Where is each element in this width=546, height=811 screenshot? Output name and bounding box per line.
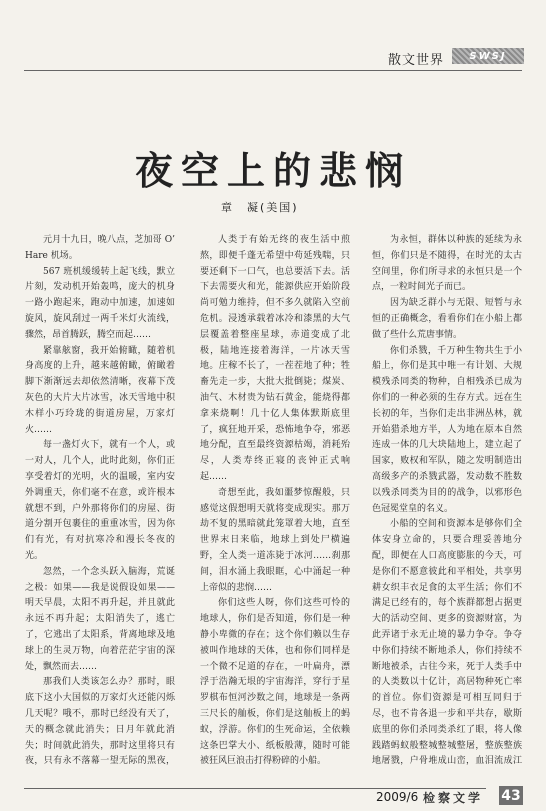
paragraph: 奇想至此，我如噩梦惊醒般，只感觉这假想明天就将变成现实。那万劫不复的黑暗就此笼罩着大地，直至世界末日来临，地球上到处尸横遍野，全人类一道冻毙于冰河……刹那间，泪水涌上我眼眶，心中涌起一种上帝似的悲悯…… (200, 487, 350, 593)
paragraph: 为永恒，群体以种族的延续为永恒，你们只是不随得，在时光的太古空间里，你们所寻求的永恒只是一个点，一粒时间光子而已。 (372, 235, 522, 293)
paragraph: 每一盏灯火下，就有一个人，或一对人，几个人，此时此刻，你们正享受着灯的光明，火的温暖，室内安外调重天，你们毫不在意，或许根本就想不到，户外那将你们的房屋、街道分割开包裹住的重重冰雪，因为你们有光，有对抗寒冷和漫长冬夜的光。 (25, 440, 175, 561)
paragraph: 那我们人类该怎么办？那时，眼底下这小大国似的万家灯火还能闪烁几天呢？哦不，那时已经没有天了，天的概念就此消失；日月年就此消失；时间就此消失，那时这里将只有夜，只有永不落幕一望无际的黑夜， (25, 677, 175, 767)
paragraph: 忽然，一个念头跃入脑海，荒诞之极：如果——我是说假设如果——明天早晨，太阳不再升起，并且就此永远不再升起；太阳消失了，逃亡了，它逃出了太阳系，背离地球及地球上的生灵万物，向着茫茫宇宙的深处，飘然而去…… (25, 566, 175, 672)
section-label: 散文世界 (388, 53, 445, 68)
paragraph: 元月十九日，晚八点，芝加哥 O’ Hare 机场。 (25, 235, 175, 261)
article-title: 夜空上的悲悯 (134, 148, 411, 193)
paragraph: 小船的空间和资源本是够你们全体安身立命的，只要合理妥善地分配，即便在人口高度膨胀的今天，可是你们不愿意彼此和平相处，共享男耕女织丰衣足食的太平生活；你们不满足已经有的，每个族群都想占据更大的活动空间、更多的资源财富，为此弄诸于永无止境的暴力争夺。争夺中你们持续不断地杀人，你们持续不断地被杀，古往今来，死于人类手中的人类数以十亿计，高居物种死亡率的首位。你们资源是可相互同归于尽，也不肯各退一步和平共存，歇斯底里的你们杀同类杀红了眼，将人像践踏蚂蚁般整城整城整屠，整族整族地屠戮，户骨堆成山峦，血泪流成江 (372, 519, 522, 767)
paragraph: 紧靠舷窗，我开始俯瞰，随着机身高度的上升，越来越俯瞰，俯瞰着脚下渐渐远去却依然清晰，夜幕下茂灰色的大片大片冰雪，冰天雪地中积木样小巧玲珑的街道房屋，万家灯火…… (25, 345, 175, 435)
paragraph: 人类于有始无终的夜生活中煎熬，即便千蓬无希望中苟延残喘，只要还剩下一口气，也总要活下去。活下去需要火和光，能源供应开始阶段尚可勉力维持，但不多久就陷入空前危机。浸透承载着冰冷和漆黑的大气层覆盖着整座星球，赤道变成了北极，陆地连接着海洋，一片冰天雪地。庄稼不长了，一茬茬地了种；牲畜先走一步，大批大批倒毙；煤炭、油气、木材贵为钻石黄金，能烧得都拿来烧啊！几十亿人集体默斯底里了，疯狂地开采，恐怖地争夺，邪恶地分配，直至最终资源枯竭，消耗殆尽，人类寿终正寝的丧钟正式响起…… (200, 235, 350, 482)
article-author: 章 凝(美国) (221, 201, 299, 214)
footer-rule (24, 788, 486, 789)
paragraph (200, 770, 350, 771)
paragraph: 567 班机缓缓转上起飞线，默立片刻，发动机开始轰鸣，庞大的机身一路小跑起来，跑动中加速，加速如旋风，旋风刮过一两千米灯火流线，骤然，昂首腾跃，腾空而起…… (25, 266, 175, 340)
section-badge: SWSJ (452, 48, 524, 64)
paragraph: 你们杀戮，千万种生物共生于小船上，你们是其中唯一有计划、大规模残杀同类的物种，自相残杀已成为你们的一种必须的生存方式。远在生长初的年，当你们走出非洲丛林，就开始猎杀地方半，人为地在原本自然连成一体的几大块陆地上，建立起了国家，败权和军队，随之发明制造出高级多产的杀戮武器，发动数不胜数以残杀同类为目的的战争，以邪形色色冠冕堂皇的名义。 (372, 345, 522, 514)
text-column-2 (200, 233, 350, 771)
page-number: 43 (499, 786, 523, 805)
paragraph: 因为缺乏群小与无限、短暂与永恒的正确概念，看看你们在小船上都做了些什么荒唐事情。 (372, 298, 522, 340)
issue-date: 2009/6 (376, 790, 419, 804)
text-column-1 (25, 233, 175, 771)
paragraph: 你们这些人呀，你们这些可怜的地球人，你们是否知道，你们是一种静小卑微的存在；这个你们赖以生存被叫作地球的天体，也和你们同样是一个微不足道的存在，一叶扁舟，漂浮于浩瀚无垠的宇宙海洋，穿行于星罗棋布恒河沙数之间，地球是一条两三尺长的舢板，你们是这舢板上的蚂蚁，浮游。你们的生死命运，全依赖这条巴掌大小、纸板般薄，随时可能被狂风巨浪击打得粉碎的小船。 (200, 598, 350, 767)
magazine-name: 检察文学 (423, 791, 484, 805)
text-column-3 (372, 233, 522, 771)
header-rule (24, 70, 522, 71)
